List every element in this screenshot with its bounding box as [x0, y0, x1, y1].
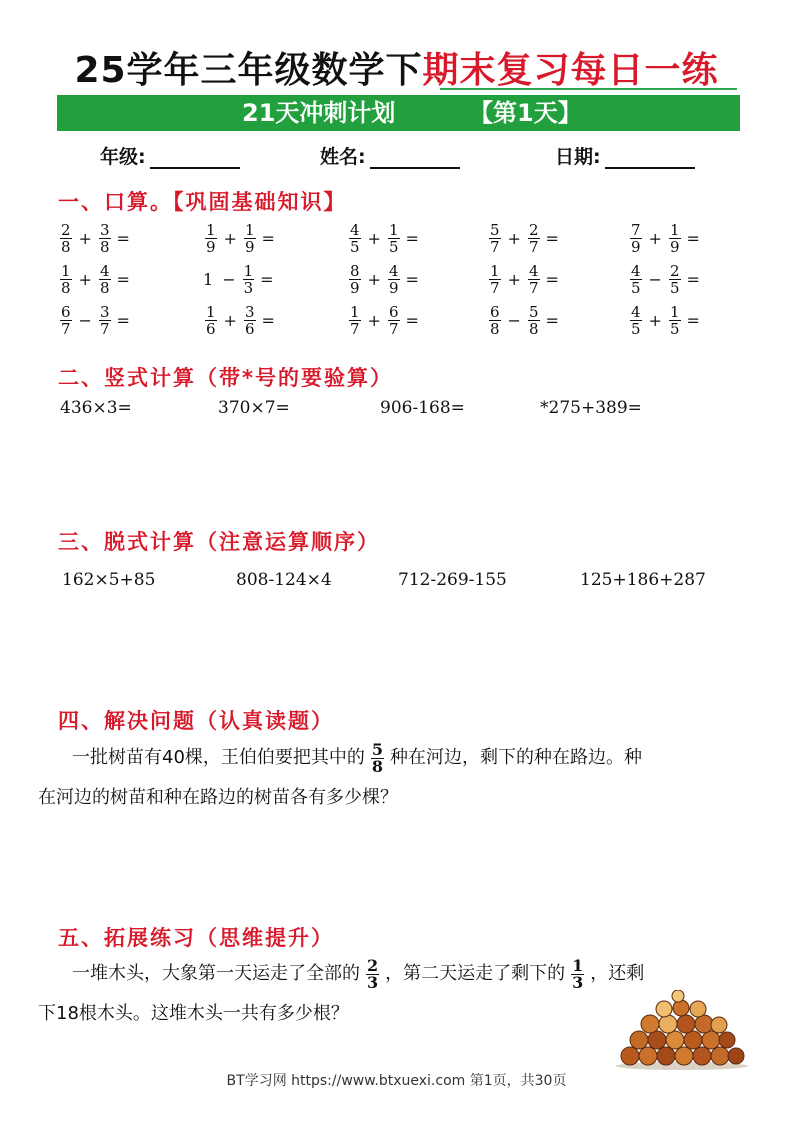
section-heading-problem: 四、解决问题（认真读题） — [58, 709, 334, 733]
oral-expression — [628, 263, 700, 296]
fraction — [243, 263, 255, 296]
operator: + — [78, 229, 92, 248]
fraction — [528, 263, 540, 296]
fraction-denominator: 7 — [99, 320, 110, 338]
grade-blank — [150, 147, 240, 169]
fraction — [489, 222, 501, 255]
operator: − — [222, 270, 236, 289]
fraction-denominator: 9 — [631, 238, 641, 256]
grade-label: 年级: — [100, 146, 146, 168]
fraction — [99, 263, 111, 296]
fraction-numerator: 7 — [631, 221, 641, 239]
oral-expression — [203, 304, 275, 337]
fraction-numerator: 4 — [528, 262, 539, 280]
stepwise-problem: 808-124×4 — [236, 570, 332, 590]
oral-expression — [58, 222, 130, 255]
fraction — [205, 304, 217, 337]
page-footer: BT学习网 https://www.btxuexi.com 第1页，共30页 — [226, 1073, 567, 1089]
fraction-denominator: 8 — [61, 279, 71, 297]
fraction-denominator: 8 — [371, 756, 384, 776]
fraction-denominator: 9 — [350, 279, 360, 297]
problem-5-fraction-1 — [366, 955, 379, 992]
date-field — [555, 142, 695, 169]
equals-sign: = — [260, 270, 274, 289]
fraction-denominator: 7 — [528, 279, 539, 297]
fraction-numerator: 5 — [371, 739, 384, 759]
fraction-numerator: 1 — [350, 303, 360, 321]
operator: + — [367, 270, 381, 289]
banner-day: 【第1天】 — [469, 99, 582, 127]
fraction-denominator: 8 — [528, 320, 539, 338]
fraction — [60, 222, 72, 255]
fraction-denominator: 5 — [350, 238, 360, 256]
integer-term: 1 — [203, 270, 214, 289]
equals-sign: = — [686, 270, 700, 289]
equals-sign: = — [116, 311, 130, 330]
fraction-numerator: 1 — [206, 221, 216, 239]
fraction — [528, 222, 540, 255]
fraction — [60, 263, 72, 296]
operator: + — [507, 270, 521, 289]
oral-expression — [628, 222, 700, 255]
fraction — [99, 304, 111, 337]
operator: + — [648, 229, 662, 248]
fraction-denominator: 3 — [572, 972, 584, 992]
date-label: 日期: — [555, 146, 601, 168]
equals-sign: = — [405, 229, 419, 248]
fraction-numerator: 2 — [669, 262, 680, 280]
problem-5-part3: ，还剩 — [590, 963, 645, 984]
fraction — [349, 304, 361, 337]
page-title — [0, 42, 793, 93]
operator: + — [223, 229, 237, 248]
fraction-denominator: 7 — [490, 279, 500, 297]
equals-sign: = — [686, 311, 700, 330]
fraction-numerator: 4 — [631, 262, 641, 280]
fraction-numerator: 6 — [61, 303, 71, 321]
fraction-numerator: 6 — [388, 303, 399, 321]
problem-4-part1: 一批树苗有40棵，王伯伯要把其中的 — [72, 747, 365, 768]
equals-sign: = — [261, 311, 275, 330]
oral-expression — [628, 304, 700, 337]
fraction-numerator: 2 — [528, 221, 539, 239]
oral-expression — [347, 304, 419, 337]
fraction — [669, 304, 681, 337]
equals-sign: = — [116, 270, 130, 289]
fraction — [205, 222, 217, 255]
student-info — [0, 142, 793, 172]
title-highlight: 期末复习每日一练 — [422, 50, 719, 91]
problem-4-text — [38, 738, 758, 818]
fraction — [388, 222, 400, 255]
fraction-denominator: 6 — [206, 320, 216, 338]
fraction — [528, 304, 540, 337]
vertical-problem: 436×3= — [60, 398, 132, 418]
stepwise-problem: 125+186+287 — [580, 570, 706, 590]
oral-expression — [58, 304, 130, 337]
fraction-numerator: 1 — [490, 262, 500, 280]
fraction-denominator: 7 — [388, 320, 399, 338]
equals-sign: = — [545, 311, 559, 330]
fraction-denominator: 7 — [528, 238, 539, 256]
fraction — [349, 222, 361, 255]
fraction — [489, 263, 501, 296]
operator: + — [367, 229, 381, 248]
fraction — [630, 304, 642, 337]
fraction-denominator: 5 — [631, 279, 641, 297]
fraction-numerator: 5 — [528, 303, 539, 321]
fraction-numerator: 2 — [61, 221, 71, 239]
equals-sign: = — [405, 311, 419, 330]
oral-expression — [203, 222, 275, 255]
fraction-denominator: 8 — [61, 238, 71, 256]
problem-5-part1: 一堆木头，大象第一天运走了全部的 — [72, 963, 360, 984]
fraction-numerator: 1 — [669, 303, 680, 321]
fraction-denominator: 5 — [388, 238, 399, 256]
fraction-numerator: 4 — [350, 221, 360, 239]
fraction-numerator: 1 — [388, 221, 399, 239]
oral-expression — [203, 263, 274, 296]
fraction — [669, 263, 681, 296]
fraction-numerator: 1 — [61, 262, 71, 280]
fraction-numerator: 1 — [244, 221, 255, 239]
fraction-numerator: 1 — [206, 303, 216, 321]
fraction-denominator: 8 — [99, 279, 110, 297]
fraction-denominator: 5 — [631, 320, 641, 338]
equals-sign: = — [545, 229, 559, 248]
fraction-denominator: 7 — [350, 320, 360, 338]
oral-expression — [487, 263, 559, 296]
fraction — [244, 304, 256, 337]
fraction-denominator: 3 — [243, 279, 254, 297]
fraction-numerator: 4 — [388, 262, 399, 280]
stepwise-problem: 162×5+85 — [62, 570, 156, 590]
fraction — [244, 222, 256, 255]
problem-4-part2: 种在河边，剩下的种在路边。种 — [390, 747, 643, 768]
equals-sign: = — [686, 229, 700, 248]
oral-expression — [487, 222, 559, 255]
fraction-denominator: 8 — [99, 238, 110, 256]
oral-expression — [58, 263, 130, 296]
fraction — [388, 263, 400, 296]
fraction-denominator: 7 — [490, 238, 500, 256]
name-field — [320, 142, 460, 169]
fraction-numerator: 1 — [243, 262, 254, 280]
operator: − — [507, 311, 521, 330]
fraction-numerator: 8 — [350, 262, 360, 280]
problem-4-line2: 在河边的树苗和种在路边的树苗各有多少棵？ — [38, 787, 398, 808]
stepwise-problem: 712-269-155 — [398, 570, 507, 590]
fraction-denominator: 8 — [490, 320, 500, 338]
problem-4-fraction — [371, 739, 384, 776]
section-heading-extension: 五、拓展练习（思维提升） — [58, 926, 334, 950]
operator: − — [78, 311, 92, 330]
operator: + — [648, 311, 662, 330]
fraction — [630, 222, 642, 255]
oral-expression — [347, 263, 419, 296]
fraction-numerator: 6 — [490, 303, 500, 321]
date-blank — [605, 147, 695, 169]
oral-expression — [347, 222, 419, 255]
fraction-denominator: 7 — [61, 320, 71, 338]
fraction — [349, 263, 361, 296]
vertical-problem: 906-168= — [380, 398, 465, 418]
fraction-numerator: 1 — [669, 221, 680, 239]
vertical-problem: 370×7= — [218, 398, 290, 418]
problem-5-line2: 下18根木头。这堆木头一共有多少根？ — [38, 1003, 349, 1024]
fraction — [60, 304, 72, 337]
title-main: 25学年三年级数学下 — [74, 50, 423, 91]
fraction — [669, 222, 681, 255]
fraction-denominator: 5 — [669, 320, 680, 338]
equals-sign: = — [261, 229, 275, 248]
fraction-numerator: 4 — [99, 262, 110, 280]
problem-5-part2: ，第二天运走了剩下的 — [385, 963, 566, 984]
operator: + — [223, 311, 237, 330]
fraction-numerator: 3 — [244, 303, 255, 321]
section-heading-stepwise: 三、脱式计算（注意运算顺序） — [58, 530, 380, 554]
fraction — [489, 304, 501, 337]
vertical-problem: *275+389= — [540, 398, 642, 418]
equals-sign: = — [405, 270, 419, 289]
name-label: 姓名: — [320, 146, 366, 168]
operator: + — [507, 229, 521, 248]
banner-plan: 21天冲刺计划 — [242, 99, 396, 127]
equals-sign: = — [545, 270, 559, 289]
operator: + — [367, 311, 381, 330]
name-blank — [370, 147, 460, 169]
fraction-denominator: 9 — [244, 238, 255, 256]
equals-sign: = — [116, 229, 130, 248]
section-heading-oral: 一、口算。【巩固基础知识】 — [58, 190, 347, 214]
fraction-numerator: 5 — [490, 221, 500, 239]
fraction-denominator: 3 — [367, 972, 379, 992]
plan-banner — [57, 95, 740, 131]
log-pile-illustration — [612, 990, 752, 1070]
fraction-numerator: 1 — [572, 955, 584, 975]
fraction-denominator: 9 — [206, 238, 216, 256]
operator: + — [78, 270, 92, 289]
operator: − — [648, 270, 662, 289]
fraction-numerator: 4 — [631, 303, 641, 321]
fraction-numerator: 2 — [367, 955, 379, 975]
fraction — [388, 304, 400, 337]
oral-expression — [487, 304, 559, 337]
grade-field — [100, 142, 240, 169]
fraction-denominator: 9 — [388, 279, 399, 297]
problem-5-fraction-2 — [571, 955, 584, 992]
fraction-denominator: 6 — [244, 320, 255, 338]
fraction-denominator: 5 — [669, 279, 680, 297]
fraction-numerator: 3 — [99, 303, 110, 321]
fraction-denominator: 9 — [669, 238, 680, 256]
section-heading-vertical: 二、竖式计算（带*号的要验算） — [58, 366, 393, 390]
fraction — [630, 263, 642, 296]
fraction-numerator: 3 — [99, 221, 110, 239]
fraction — [99, 222, 111, 255]
